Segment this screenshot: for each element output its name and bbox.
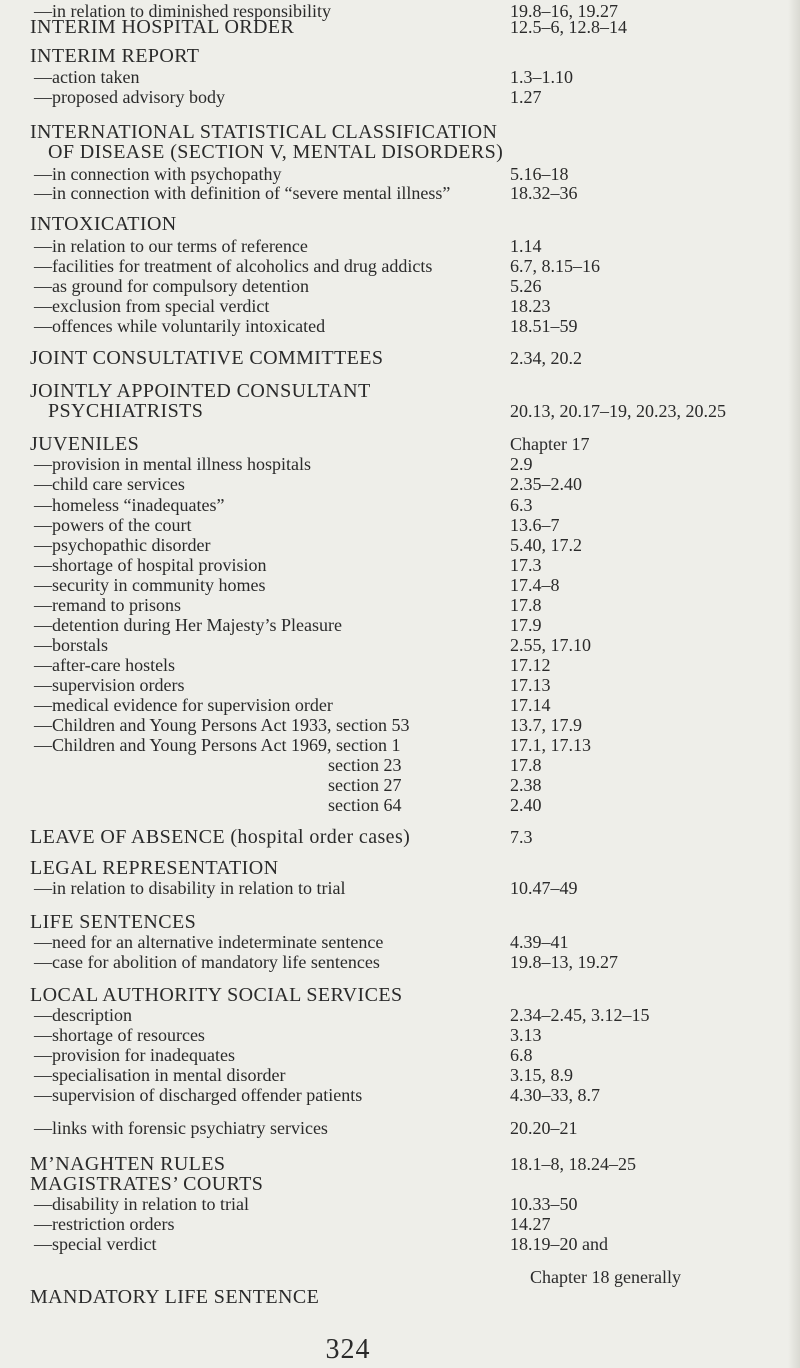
index-refs-note: Chapter 18 generally xyxy=(530,1267,681,1287)
index-section-entry: section 64 xyxy=(328,795,402,815)
index-subentry: —disability in relation to trial xyxy=(34,1194,249,1214)
index-refs: 2.38 xyxy=(510,775,542,795)
index-subentry: —Children and Young Persons Act 1933, section 53 xyxy=(34,715,410,735)
index-refs: 19.8–16, 19.27 xyxy=(510,1,618,21)
index-heading: INTERNATIONAL STATISTICAL CLASSIFICATION xyxy=(30,121,498,143)
index-subentry: —provision for inadequates xyxy=(34,1045,235,1065)
index-refs: 6.7, 8.15–16 xyxy=(510,256,600,276)
index-refs: 18.23 xyxy=(510,296,551,316)
index-refs: 20.13, 20.17–19, 20.23, 20.25 xyxy=(510,401,726,421)
index-subentry: —action taken xyxy=(34,67,140,87)
index-heading: LIFE SENTENCES xyxy=(30,911,197,933)
index-refs: 2.40 xyxy=(510,795,542,815)
index-refs: 14.27 xyxy=(510,1214,551,1234)
index-refs: 17.3 xyxy=(510,555,542,575)
index-subentry: —proposed advisory body xyxy=(34,87,225,107)
index-subentry: —shortage of resources xyxy=(34,1025,205,1045)
index-subentry: —in relation to our terms of reference xyxy=(34,236,308,256)
index-refs: 1.3–1.10 xyxy=(510,67,573,87)
index-subentry: —supervision orders xyxy=(34,675,185,695)
index-refs: 1.27 xyxy=(510,87,542,107)
index-subentry: —in connection with definition of “severe mental illness” xyxy=(34,183,451,203)
index-refs: 3.15, 8.9 xyxy=(510,1065,573,1085)
index-subentry: —as ground for compulsory detention xyxy=(34,276,309,296)
index-refs: 6.3 xyxy=(510,495,533,515)
index-heading-continued: OF DISEASE (SECTION V, MENTAL DISORDERS) xyxy=(48,141,504,163)
index-refs: 18.51–59 xyxy=(510,316,578,336)
index-heading-continued: PSYCHIATRISTS xyxy=(48,400,204,422)
index-section-entry: section 23 xyxy=(328,755,402,775)
index-subentry: —restriction orders xyxy=(34,1214,175,1234)
index-heading: M’NAGHTEN RULES xyxy=(30,1153,226,1175)
index-heading: LOCAL AUTHORITY SOCIAL SERVICES xyxy=(30,984,403,1006)
index-subentry: —detention during Her Majesty’s Pleasure xyxy=(34,615,342,635)
index-heading: JOINT CONSULTATIVE COMMITTEES xyxy=(30,347,384,369)
index-refs: 17.14 xyxy=(510,695,551,715)
index-subentry: —powers of the court xyxy=(34,515,192,535)
index-refs: 7.3 xyxy=(510,827,533,847)
index-refs: 6.8 xyxy=(510,1045,533,1065)
index-refs: 18.32–36 xyxy=(510,183,578,203)
index-subentry: —remand to prisons xyxy=(34,595,181,615)
index-refs: 17.4–8 xyxy=(510,575,560,595)
index-refs: 19.8–13, 19.27 xyxy=(510,952,618,972)
page-edge-shadow xyxy=(788,0,800,1368)
index-refs: 2.34–2.45, 3.12–15 xyxy=(510,1005,650,1025)
page-folio xyxy=(0,1334,800,1366)
index-subentry: —facilities for treatment of alcoholics and drug addicts xyxy=(34,256,433,276)
index-subentry: —borstals xyxy=(34,635,108,655)
index-subentry: —Children and Young Persons Act 1969, section 1 xyxy=(34,735,401,755)
index-subentry: —exclusion from special verdict xyxy=(34,296,270,316)
index-subentry: —in connection with psychopathy xyxy=(34,164,282,184)
index-refs: 2.35–2.40 xyxy=(510,474,582,494)
index-heading: JUVENILES xyxy=(30,433,140,455)
index-subentry: —after-care hostels xyxy=(34,655,176,675)
index-refs: 18.19–20 and xyxy=(510,1234,608,1254)
index-subentry: —links with forensic psychiatry services xyxy=(34,1118,328,1138)
index-refs: 12.5–6, 12.8–14 xyxy=(510,17,627,37)
index-refs: 17.1, 17.13 xyxy=(510,735,591,755)
index-heading: INTOXICATION xyxy=(30,213,177,235)
index-refs: 20.20–21 xyxy=(510,1118,578,1138)
index-refs: 5.16–18 xyxy=(510,164,569,184)
index-section-entry: section 27 xyxy=(328,775,402,795)
index-refs: 17.9 xyxy=(510,615,542,635)
index-heading: MAGISTRATES’ COURTS xyxy=(30,1173,264,1195)
index-refs: 2.55, 17.10 xyxy=(510,635,591,655)
index-heading: JOINTLY APPOINTED CONSULTANT xyxy=(30,380,371,402)
index-refs: Chapter 17 xyxy=(510,434,590,454)
index-refs: 10.47–49 xyxy=(510,878,578,898)
index-subentry: —supervision of discharged offender patients xyxy=(34,1085,363,1105)
index-subentry: —security in community homes xyxy=(34,575,266,595)
index-refs: 17.12 xyxy=(510,655,551,675)
index-refs: 2.34, 20.2 xyxy=(510,348,582,368)
index-subentry: —specialisation in mental disorder xyxy=(34,1065,286,1085)
index-subentry: —description xyxy=(34,1005,132,1025)
index-heading: LEAVE OF ABSENCE (hospital order cases) xyxy=(30,826,411,848)
index-refs: 5.40, 17.2 xyxy=(510,535,582,555)
index-refs: 4.39–41 xyxy=(510,932,569,952)
index-heading: LEGAL REPRESENTATION xyxy=(30,857,279,879)
index-subentry: —shortage of hospital provision xyxy=(34,555,267,575)
index-refs: 13.7, 17.9 xyxy=(510,715,582,735)
index-heading: MANDATORY LIFE SENTENCE xyxy=(30,1286,320,1308)
index-refs: 17.8 xyxy=(510,755,542,775)
index-refs: 2.9 xyxy=(510,454,533,474)
index-subentry: —medical evidence for supervision order xyxy=(34,695,333,715)
index-refs: 4.30–33, 8.7 xyxy=(510,1085,600,1105)
index-subentry: —child care services xyxy=(34,474,185,494)
index-subentry: —case for abolition of mandatory life sentences xyxy=(34,952,380,972)
index-subentry: —offences while voluntarily intoxicated xyxy=(34,316,326,336)
index-refs: 17.8 xyxy=(510,595,542,615)
index-heading: INTERIM REPORT xyxy=(30,45,200,67)
index-subentry: —in relation to disability in relation to trial xyxy=(34,878,346,898)
index-refs: 17.13 xyxy=(510,675,551,695)
index-refs: 10.33–50 xyxy=(510,1194,578,1214)
page-number: 324 xyxy=(325,1334,371,1365)
index-subentry: —special verdict xyxy=(34,1234,157,1254)
index-subentry: —in relation to diminished responsibility xyxy=(34,1,331,21)
index-refs: 1.14 xyxy=(510,236,542,256)
index-heading: INTERIM HOSPITAL ORDER xyxy=(30,16,295,38)
index-subentry: —psychopathic disorder xyxy=(34,535,211,555)
index-subentry: —provision in mental illness hospitals xyxy=(34,454,311,474)
index-subentry: —need for an alternative indeterminate sentence xyxy=(34,932,384,952)
index-subentry: —homeless “inadequates” xyxy=(34,495,225,515)
index-refs: 13.6–7 xyxy=(510,515,560,535)
index-refs: 5.26 xyxy=(510,276,542,296)
index-refs: 18.1–8, 18.24–25 xyxy=(510,1154,636,1174)
index-refs: 3.13 xyxy=(510,1025,542,1045)
